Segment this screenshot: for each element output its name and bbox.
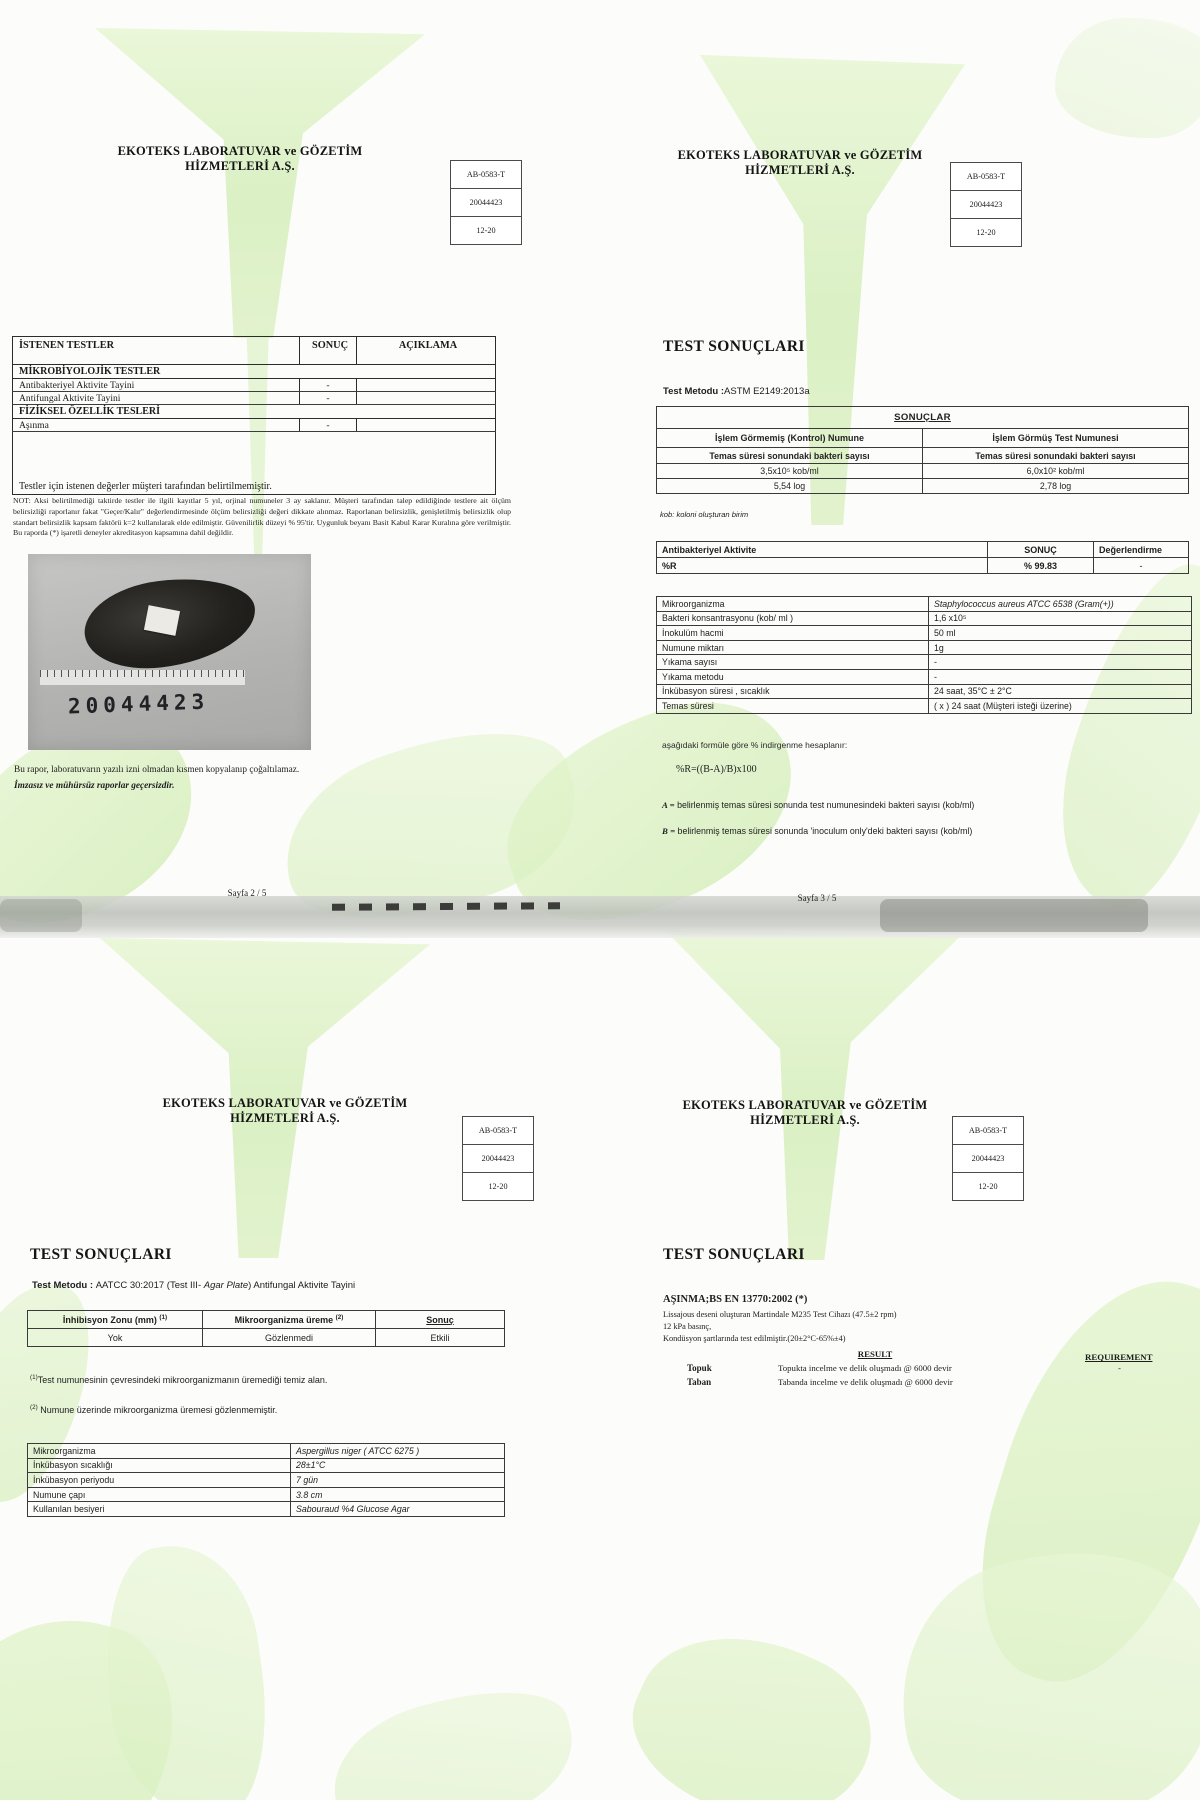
detail-value: 50 ml	[929, 626, 1192, 641]
page-footer: Sayfa 3 / 5	[797, 893, 837, 903]
test-name: Aşınma	[13, 419, 300, 432]
inhibition-zone-table	[27, 1310, 505, 1347]
zone-value: Yok	[28, 1329, 203, 1347]
detail-row	[657, 640, 1192, 655]
report-number: 20044423	[463, 1145, 533, 1173]
requirement-column-header: REQUIREMENT	[1085, 1352, 1153, 1362]
detail-value: Sabouraud %4 Glucose Agar	[291, 1502, 505, 1517]
kob-footnote: kob: koloni oluşturan birim	[660, 510, 749, 519]
test-result: -	[300, 419, 357, 432]
detail-label: Mikroorganizma	[657, 597, 929, 612]
test-result: -	[300, 392, 357, 405]
date-code: 12-20	[476, 226, 496, 235]
method-value-post: ) Antifungal Aktivite Tayini	[248, 1280, 356, 1291]
treated-log-value: 2,78 log	[923, 479, 1189, 494]
org-name-line2: HİZMETLERİ A.Ş.	[185, 159, 295, 173]
results-value-row	[657, 479, 1189, 494]
scan-artifact	[0, 899, 82, 932]
detail-row	[28, 1502, 505, 1517]
detail-value: 24 saat, 35°C ± 2°C	[929, 684, 1192, 699]
detail-label: Temas süresi	[657, 699, 929, 714]
detail-row	[28, 1458, 505, 1473]
growth-col-header: Mikroorganizma üreme $^{(2)}$	[203, 1311, 376, 1329]
abrasion-row-requirement: -	[1118, 1363, 1121, 1373]
activity-label-header: Antibakteriyel Aktivite	[657, 542, 988, 558]
scan-artifact	[880, 899, 1148, 932]
activity-value-row	[657, 558, 1189, 574]
abrasion-row-result: Tabanda incelme ve delik oluşmadı @ 6000 devir	[778, 1377, 953, 1387]
formula: %R=((B-A)/B)x100	[676, 764, 757, 775]
report-code-box	[950, 162, 1022, 247]
org-name-line2: HİZMETLERİ A.Ş.	[745, 163, 855, 177]
detail-row	[657, 684, 1192, 699]
detail-label: İnkübasyon periyodu	[28, 1473, 291, 1488]
result-column-header: RESULT	[857, 1349, 893, 1359]
requested-tests-table	[12, 336, 496, 495]
legend-a	[662, 800, 974, 810]
abrasion-pressure-line: 12 kPa basınç,	[663, 1322, 712, 1331]
control-count-value: 3,5x10⁵ kob/ml	[657, 464, 923, 479]
detail-label: Kullanılan besiyeri	[28, 1502, 291, 1517]
detail-row	[657, 669, 1192, 684]
detail-label: Yıkama sayısı	[657, 655, 929, 670]
abrasion-device-line: Lissajous deseni oluşturan Martindale M235 Test Cihazı (47.5±2 rpm)	[663, 1310, 897, 1319]
results-title-row	[657, 407, 1189, 429]
footnote-marker: (1)	[30, 1374, 38, 1381]
table-footer-note: Testler için istenen değerler müşteri tarafından belirtilmemiştir.	[19, 480, 272, 492]
date-code: 12-20	[976, 228, 996, 237]
legend-b-marker: B =	[662, 826, 676, 836]
detail-row	[657, 597, 1192, 612]
validity-note: İmzasız ve mühürsüz raporlar geçersizdir.	[14, 781, 175, 791]
test-result: -	[300, 379, 357, 392]
page-footer: Sayfa 2 / 5	[227, 888, 267, 898]
treated-sample-header: İşlem Görmüş Test Numunesi	[923, 429, 1189, 448]
activity-result-header: SONUÇ	[988, 542, 1094, 558]
watermark-swoosh	[610, 1600, 896, 1800]
org-name-line1: EKOTEKS LABORATUVAR ve GÖZETİM	[162, 1096, 408, 1110]
report-number: 20044423	[451, 189, 521, 217]
detail-value: 28±1°C	[291, 1458, 505, 1473]
abrasion-row-label: Topuk	[687, 1363, 712, 1373]
method-value: ASTM E2149:2013a	[724, 386, 810, 397]
result-value: Etkili	[376, 1329, 505, 1347]
detail-label: İnkübasyon süresi , sıcaklık	[657, 684, 929, 699]
detail-label: Numune çapı	[28, 1487, 291, 1502]
accreditation-code: AB-0583-T	[951, 163, 1021, 191]
test-note	[357, 392, 496, 405]
report-code-box	[450, 160, 522, 245]
legend-b-text: belirlenmiş temas süresi sonunda 'inoculum only'deki bakteri sayısı (kob/ml)	[677, 826, 973, 836]
accreditation-code: AB-0583-T	[463, 1117, 533, 1145]
abrasion-row-result: Topukta incelme ve delik oluşmadı @ 6000 devir	[778, 1363, 952, 1373]
org-name-line1: EKOTEKS LABORATUVAR ve GÖZETİM	[682, 1098, 928, 1112]
disclaimer-paragraph: NOT: Aksi belirtilmediği taktirde testler ile ilgili kayıtlar 5 yıl, orjinal numuneler 3 ay saklanır. Müşteri tarafından talep edildiğinde testlere ait ölçüm belirsizliği raporlanır fakat "Geçer/Kalır" değerlendirmesinde ölçüm belirsizliği değeri dikkate alınmaz. Raporlanan belirsizlik, genişletilmiş belirsizlik olup standart belirsizlik kapsam faktörü k=2 kullanılarak elde edilmiştir. Güvenilirlik düzeyi % 95'tir. Uygunluk beyanı Basit Kabul Karar Kuralına göre verilmiştir. Bu raporda (*) işaretli deneyler akreditasyon kapsamına dahil değildir.	[13, 496, 511, 538]
empty-row	[13, 432, 496, 479]
table-row	[13, 419, 496, 432]
footnote-2	[30, 1404, 277, 1415]
legend-a-marker: A =	[662, 800, 675, 810]
growth-value: Gözlenmedi	[203, 1329, 376, 1347]
antibacterial-activity-table	[656, 541, 1189, 574]
bacteria-count-label: Temas süresi sonundaki bakteri sayısı	[923, 448, 1189, 464]
results-value-row	[657, 464, 1189, 479]
abrasion-test-title: AŞINMA;BS EN 13770:2002 (*)	[663, 1294, 808, 1305]
page-title: TEST SONUÇLARI	[663, 1246, 805, 1263]
activity-eval-header: Değerlendirme	[1094, 542, 1189, 558]
org-header	[635, 148, 965, 178]
table-header-row	[13, 337, 496, 365]
detail-row	[28, 1487, 505, 1502]
sample-photo	[28, 554, 311, 750]
detail-value: -	[929, 669, 1192, 684]
report-code-box	[462, 1116, 534, 1201]
zone-col-header: İnhibisyon Zonu (mm) $^{(1)}$	[28, 1311, 203, 1329]
watermark-swoosh	[876, 1525, 1200, 1800]
detail-row	[28, 1473, 505, 1488]
footnote-text: Test numunesinin çevresindeki mikroorganizmanın üremediği temiz alan.	[37, 1375, 328, 1385]
legend-a-text: belirlenmiş temas süresi sonunda test numunesindeki bakteri sayısı (kob/ml)	[677, 800, 975, 810]
watermark-swoosh	[1055, 18, 1200, 138]
detail-value: -	[929, 655, 1192, 670]
col-header-tests: İSTENEN TESTLER	[13, 337, 300, 365]
detail-value: 1g	[929, 640, 1192, 655]
org-name-line1: EKOTEKS LABORATUVAR ve GÖZETİM	[677, 148, 923, 162]
activity-metric: %R	[657, 558, 988, 574]
watermark-swoosh	[95, 28, 425, 338]
formula-intro: aşağıdaki formüle göre % indirgenme hesaplanır:	[662, 740, 848, 750]
report-code-box	[952, 1116, 1024, 1201]
zone-value-row	[28, 1329, 505, 1347]
org-header	[640, 1098, 970, 1128]
accreditation-code: AB-0583-T	[451, 161, 521, 189]
table-footer-note-row	[13, 478, 496, 495]
sample-number: 20044423	[67, 689, 210, 719]
control-log-value: 5,54 log	[657, 479, 923, 494]
detail-value: 1,6 x10⁵	[929, 611, 1192, 626]
test-conditions-table	[656, 596, 1192, 714]
detail-value: 7 gün	[291, 1473, 505, 1488]
detail-label: İnokulüm hacmi	[657, 626, 929, 641]
detail-value: Staphylococcus aureus ATCC 6538 (Gram(+))	[929, 597, 1192, 612]
org-name-line2: HİZMETLERİ A.Ş.	[230, 1111, 340, 1125]
test-note	[357, 419, 496, 432]
test-method-line	[32, 1280, 355, 1291]
detail-label: İnkübasyon sıcaklığı	[28, 1458, 291, 1473]
col-header-result: SONUÇ	[300, 337, 357, 365]
detail-row	[28, 1444, 505, 1459]
method-label: Test Metodu :	[32, 1280, 96, 1291]
footnote-marker: (1)	[159, 1314, 168, 1321]
abrasion-row-label: Taban	[687, 1377, 712, 1387]
detail-value: ( x ) 24 saat (Müşteri isteği üzerine)	[929, 699, 1192, 714]
footnote-marker: (2)	[30, 1404, 38, 1411]
results-header-row	[657, 429, 1189, 448]
footnote-marker: (2)	[335, 1314, 344, 1321]
activity-header-row	[657, 542, 1189, 558]
date-code: 12-20	[488, 1182, 508, 1191]
method-value-italic: Agar Plate	[203, 1280, 249, 1291]
detail-value: Aspergillus niger ( ATCC 6275 )	[291, 1444, 505, 1459]
org-name-line2: HİZMETLERİ A.Ş.	[750, 1113, 860, 1127]
section-label: MİKROBİYOLOJİK TESTLER	[13, 365, 496, 379]
copy-restriction-note: Bu rapor, laboratuvarın yazılı izni olmadan kısmen kopyalanıp çoğaltılamaz.	[14, 765, 300, 775]
control-sample-header: İşlem Görmemiş (Kontrol) Numune	[657, 429, 923, 448]
detail-label: Yıkama metodu	[657, 669, 929, 684]
detail-row	[657, 611, 1192, 626]
bacteria-count-label: Temas süresi sonundaki bakteri sayısı	[657, 448, 923, 464]
detail-row	[657, 626, 1192, 641]
detail-row	[657, 699, 1192, 714]
legend-b	[662, 826, 972, 836]
org-header	[75, 144, 405, 174]
table-row	[13, 392, 496, 405]
table-row	[13, 379, 496, 392]
test-note	[357, 379, 496, 392]
method-label: Test Metodu :	[663, 386, 725, 397]
org-header	[120, 1096, 450, 1126]
result-col-header: Sonuç	[376, 1311, 505, 1329]
test-method-line	[663, 386, 810, 397]
detail-label: Bakteri konsantrasyonu (kob/ ml )	[657, 611, 929, 626]
test-name: Antifungal Aktivite Tayini	[13, 392, 300, 405]
zone-header-row	[28, 1311, 505, 1329]
activity-eval-value: -	[1094, 558, 1189, 574]
detail-value: 3.8 cm	[291, 1487, 505, 1502]
footnote-text: Numune üzerinde mikroorganizma üremesi gözlenmemiştir.	[40, 1405, 278, 1415]
section-label: FİZİKSEL ÖZELLİK TESLERİ	[13, 405, 496, 419]
ruler	[40, 670, 245, 685]
method-value-pre: AATCC 30:2017 (Test III-	[95, 1280, 204, 1291]
report-number: 20044423	[951, 191, 1021, 219]
abrasion-condition-line: Kondüsyon şartlarında test edilmiştir.(20±2°C-65%±4)	[663, 1334, 846, 1343]
detail-row	[657, 655, 1192, 670]
watermark-swoosh	[318, 1670, 587, 1800]
results-table	[656, 406, 1189, 494]
detail-label: Numune miktarı	[657, 640, 929, 655]
test-conditions-table	[27, 1443, 505, 1517]
date-code: 12-20	[978, 1182, 998, 1191]
page-title: TEST SONUÇLARI	[30, 1246, 172, 1263]
org-name-line1: EKOTEKS LABORATUVAR ve GÖZETİM	[117, 144, 363, 158]
report-number: 20044423	[953, 1145, 1023, 1173]
col-header-note: AÇIKLAMA	[357, 337, 496, 365]
footnote-1	[30, 1374, 327, 1385]
treated-count-value: 6,0x10² kob/ml	[923, 464, 1189, 479]
results-title: SONUÇLAR	[894, 412, 951, 423]
watermark-swoosh	[665, 930, 960, 1260]
section-row	[13, 365, 496, 379]
accreditation-code: AB-0583-T	[953, 1117, 1023, 1145]
activity-result-value: % 99.83	[988, 558, 1094, 574]
page-title: TEST SONUÇLARI	[663, 338, 805, 355]
results-subheader-row	[657, 448, 1189, 464]
section-row	[13, 405, 496, 419]
detail-label: Mikroorganizma	[28, 1444, 291, 1459]
test-name: Antibakteriyel Aktivite Tayini	[13, 379, 300, 392]
